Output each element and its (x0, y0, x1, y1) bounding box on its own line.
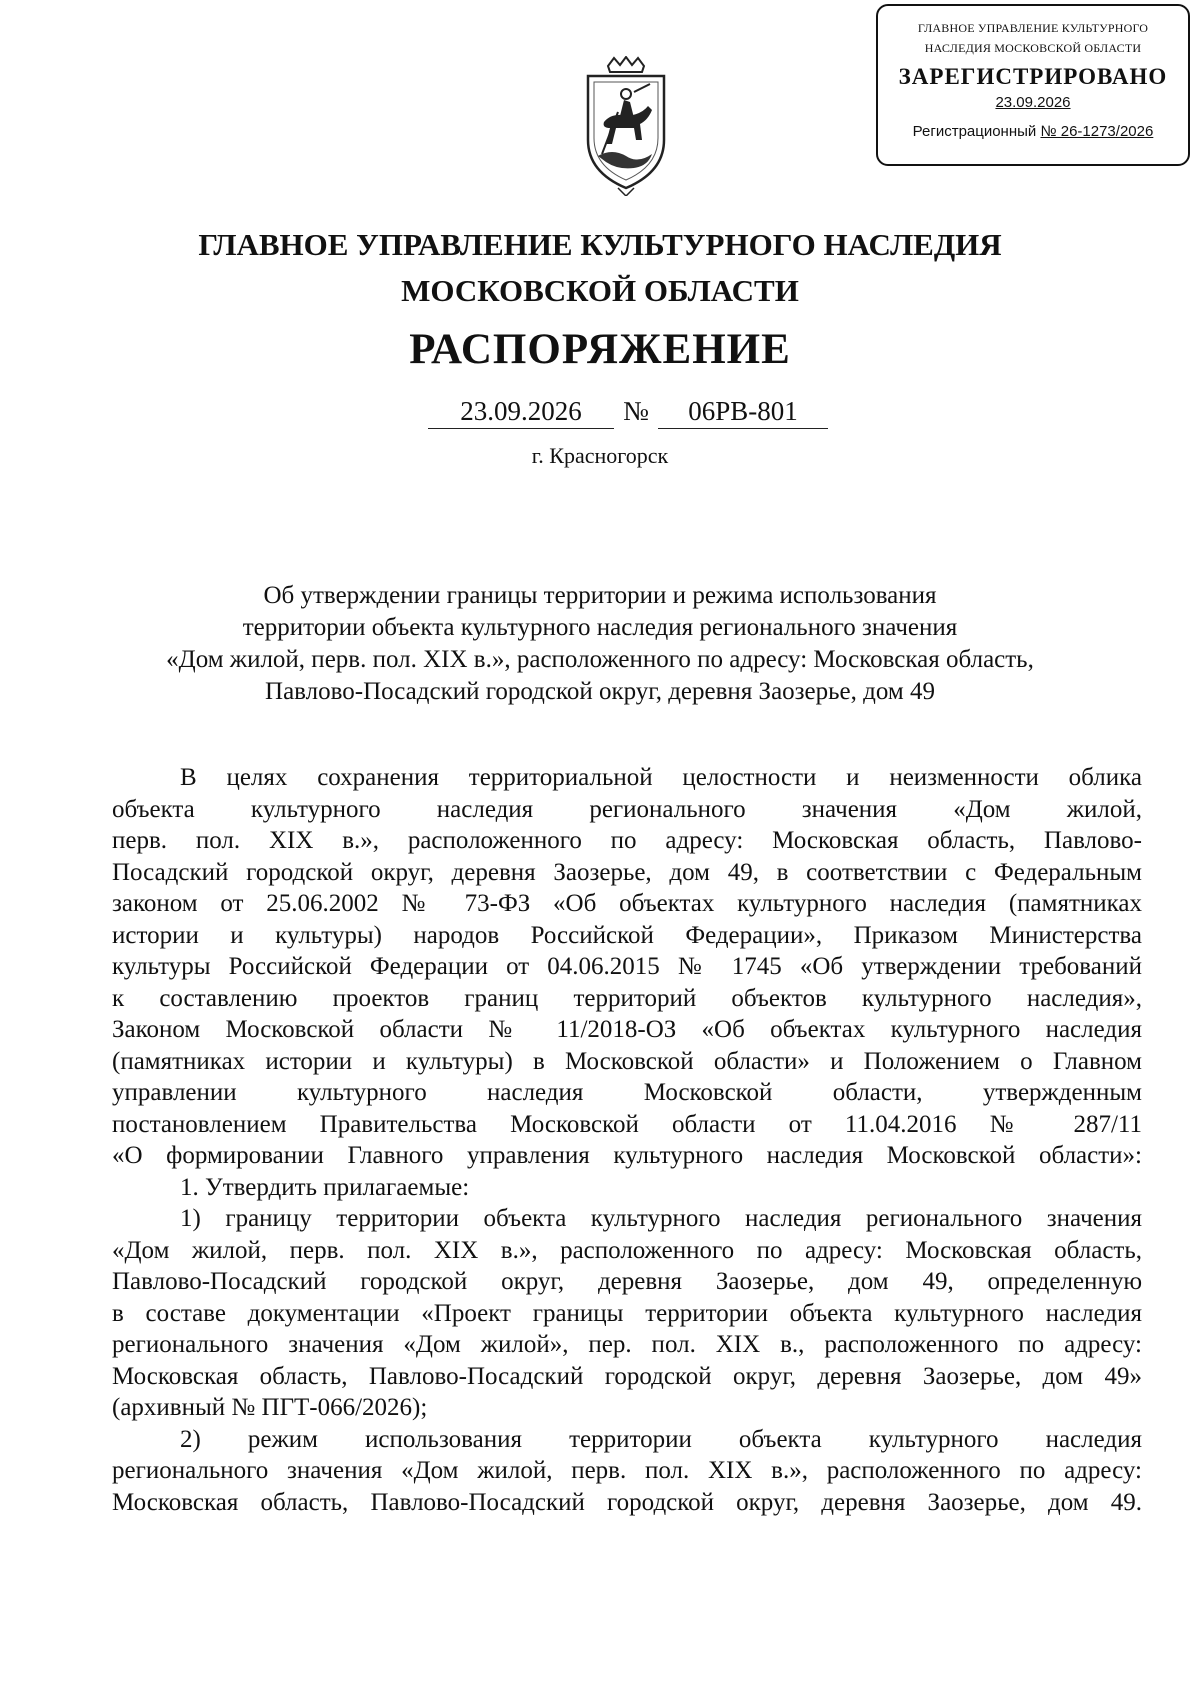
stamp-reg-label: Регистрационный (912, 123, 1037, 140)
body-line: законом от 25.06.2002 № 73-ФЗ «Об объектах культурного наследия (памятниках (112, 890, 1142, 917)
body-line: В целях сохранения территориальной целостности и неизменности облика (180, 764, 1142, 791)
body-line: «О формировании Главного управления культурного наследия Московской области»: (112, 1142, 1142, 1169)
subject-line: Об утверждении границы территории и режима использования (263, 582, 937, 609)
item-1: 1. Утвердить прилагаемые: (180, 1173, 470, 1201)
body-line: объекта культурного наследия регионального значения «Дом жилой, (112, 795, 1142, 823)
number-sign: № (623, 396, 649, 426)
stamp-reg-number: № 26-1273/2026 (1040, 123, 1154, 140)
body-line: к составлению проектов границ территорий объектов культурного наследия», (112, 984, 1142, 1012)
subject-line: территории объекта культурного наследия регионального значения (242, 614, 958, 641)
body-line: Посадский городской округ, деревня Заозерье, дом 49, в соответствии с Федеральным (112, 858, 1142, 886)
body-line: истории и культуры) народов Российской Федерации», Приказом Министерства (112, 921, 1142, 949)
body-line: постановлением Правительства Московской области от 11.04.2016 № 287/11 (112, 1110, 1142, 1138)
stamp-org-line-1: ГЛАВНОЕ УПРАВЛЕНИЕ КУЛЬТУРНОГО (917, 21, 1149, 35)
body-line: регионального значения «Дом жилой, перв. пол. XIX в.», расположенного по адресу: (112, 1457, 1142, 1484)
document-date: 23.09.2026 (428, 394, 614, 429)
stamp-status: ЗАРЕГИСТРИРОВАНО (898, 64, 1168, 89)
body-line: 1) границу территории объекта культурного наследия регионального значения (180, 1205, 1142, 1232)
subject-line: Павлово-Посадский городской округ, деревня Заозерье, дом 49 (265, 678, 935, 705)
subject-line: «Дом жилой, перв. пол. XIX в.», расположенного по адресу: Московская область, (166, 646, 1034, 673)
document-city: г. Красногорск (531, 443, 669, 468)
body-line: 2) режим использования территории объекта культурного наследия (180, 1425, 1142, 1453)
stamp-org-line-2: НАСЛЕДИЯ МОСКОВСКОЙ ОБЛАСТИ (924, 41, 1142, 55)
body-line: в составе документации «Проект границы территории объекта культурного наследия (112, 1299, 1142, 1327)
document-subject (0, 580, 1200, 708)
document-number: 06РВ-801 (658, 394, 828, 429)
body-line: Законом Московской области № 11/2018-ОЗ «Об объектах культурного наследия (112, 1016, 1142, 1043)
preamble-paragraph (112, 762, 1142, 1518)
coat-of-arms-icon (568, 56, 684, 196)
stamp-date: 23.09.2026 (995, 94, 1071, 111)
body-line: Московская область, Павлово-Посадский городской округ, деревня Заозерье, дом 49. (112, 1488, 1142, 1516)
registration-stamp (876, 4, 1190, 166)
body-line: регионального значения «Дом жилой», пер. пол. XIX в., расположенного по адресу: (112, 1331, 1142, 1358)
body-line: (архивный № ПГТ-066/2026); (112, 1394, 428, 1421)
body-line: перв. пол. XIX в.», расположенного по адресу: Московская область, Павлово- (112, 827, 1142, 854)
document-dateline (428, 394, 828, 430)
body-line: управлении культурного наследия Московской области, утвержденным (112, 1079, 1142, 1106)
body-line: (памятниках истории и культуры) в Московской области» и Положением о Главном (112, 1047, 1142, 1075)
agency-name-line-1: ГЛАВНОЕ УПРАВЛЕНИЕ КУЛЬТУРНОГО НАСЛЕДИЯ (198, 227, 1002, 262)
body-line: культуры Российской Федерации от 04.06.2015 № 1745 «Об утверждении требований (112, 953, 1142, 980)
body-line: «Дом жилой, перв. пол. XIX в.», расположенного по адресу: Московская область, (112, 1236, 1142, 1264)
agency-name (0, 222, 1200, 314)
document-type: РАСПОРЯЖЕНИЕ (409, 326, 791, 373)
body-line: Московская область, Павлово-Посадский городской округ, деревня Заозерье, дом 49» (112, 1362, 1142, 1390)
agency-name-line-2: МОСКОВСКОЙ ОБЛАСТИ (401, 273, 799, 308)
stamp-registration (878, 120, 1188, 144)
body-line: Павлово-Посадский городской округ, деревня Заозерье, дом 49, определенную (112, 1268, 1142, 1295)
